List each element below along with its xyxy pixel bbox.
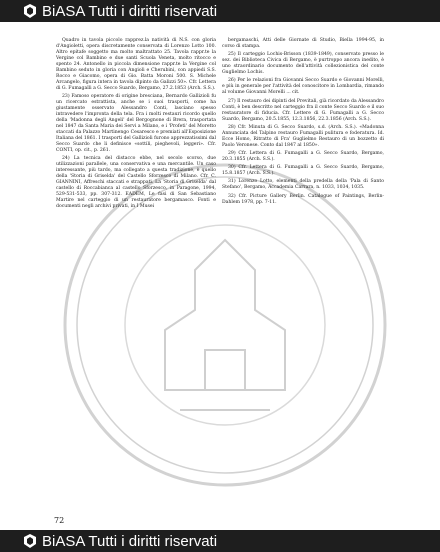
paragraph: 26) Per le relazioni fra Giovanni Secco Suardo e Giovanni Morelli, e più in generale per l'attività del conoscitore in Lombardia, rimando al volume Giovanni Morelli ... cit. [222, 78, 384, 96]
paragraph: 23) Famoso operatore di origine bresciana, Bernardo Gallizioli fu un ricercato estrattista, anche se i suoi trasporti, come ha giustamente osservato Alessandro Conti, lasciano spesso intravedere l'impronta della tela. Fra i molti restauri ricordo quello della 'Madonna degli Angeli' del Bergognone di Brera, trasportata nel 1847 da Santa Maria dei Servi a Milano, e i 'Profeti' del Moretto staccati da Palazzo Martinengo Cesaresco e premiati all'Esposizione Italiana del 1861. I trasporti del Gallizioli furono apprezzatissimi dal Secco Suardo che li definisce «sottili, pieghevoli, leggeri». Cfr. CONTI, op. cit., p. 261. [56, 94, 216, 154]
paragraph: 28) Cfr. Minuta di G. Secco Suardo, s.d. (Arch. S.S.). «Madonna Annunciata del Talpino restauro Fumagalli pulitura e foderatura. Id. Ecce Homo, Ritratto di Fra' Guglielmo Restauro di un bozzetto di Paolo Veronese. Conto dal 1847 al 1850». [222, 124, 384, 148]
banner-text: BiASA Tutti i diritti riservati [42, 532, 218, 550]
paragraph: 29) Cfr. Lettera di G. Fumagalli a G. Secco Suardo, Bergamo, 20.3.1855 (Arch. S.S.). [222, 150, 384, 162]
biasa-logo-icon [24, 534, 36, 548]
paragraph: 25) Il carteggio Lochis-Brisson (1839-1849), conservato presso le sez. dei Biblioteca Civica di Bergamo, è purtroppo ancora inedito, è uno straordinario documento dell'attività collezionistica del conte Guglielmo Lochis. [222, 52, 384, 76]
paragraph: 27) Il restauro dei dipinti del Previtali, già ricordato da Alessandro Conti, è ben descritto nel carteggio fra il conte Secco Suardo e il suo restauratore di fiducia. Cfr. Lettere di G. Fumagalli a G. Secco Suardo, Bergamo, 20.5.1855, 12.3.1856, 22.3.1856 (Arch. S.S.). [222, 98, 384, 122]
paragraph: 32) Cfr. Picture Gallery Berlin. Catalogue of Paintings, Berlin-Dahlem 1978, pp. 7-11. [222, 193, 384, 205]
banner-text: BiASA Tutti i diritti riservati [42, 2, 218, 20]
paragraph: Quadro in tavola piccolo rapprez.la natività di N.S. con gloria d'Angioletti, opera discretamente conservata di Lorenzo Lotto 100. Altro epitafe soggetto ma molto maltrattato 25. Tavola rappr.te la Vergine col Bambino e due santi Scuola Veneta, molto ritocco e spento 24. Antonello in piccola dimensione rappr.te la Vergine col Bambino seduto in gloria con Angioli e Cherubini, con appiedi S.S. Rocco e Giacomo, opera di Gio. Batta Moroni 500. S. Michele Arcangelo, figura intera in tavola dipinto da Galizzi 50». Cfr. Lettera di G. Fumagalli a G. Secco Suardo, Bergamo, 27.2.1853 (Arch. S.S.). [56, 38, 216, 91]
bottom-banner [0, 530, 440, 552]
right-column [222, 38, 384, 208]
paragraph: bergamaschi, Atti delle Giornate di Studio, Biella 1994-95, in corso di stampa. [222, 38, 384, 49]
paragraph: 24) La tecnica del distacco ebbe, nel secolo scorso, due utilizzazioni parallele, una conservativa e una mercantile. Un caso interessante, più tardo, ma collegato a questa tradizione, è quello della 'Storia di Griselda' del Castello Sforzesco di Milano. Cfr. C. GIANNINI, Affreschi staccati e strappati. La 'Storia di Griselda' dal castello di Roccabianca al castello Sforzesco, in Paragone, 1994, 529-531-533, pp. 307-312. EADEM, Le fasi di San Sebastiano Martire nel carteggio di un restauratore bergamasco. Fonti e documenti negli archivi privati, in I Musei [56, 156, 216, 210]
paragraph: 30) Cfr. Lettera di G. Fumagalli a G. Secco Suardo, Bergamo, 15.8.1857 (Arch. S.S.). [222, 165, 384, 177]
paragraph: 31) Lorenzo Lotto, elementi della predella della 'Pala di Santo Stefano', Bergamo, Accademia Carrara, n. 1033, 1034, 1035. [222, 179, 384, 191]
left-column [56, 38, 216, 213]
page-number: 72 [54, 516, 65, 525]
top-banner [0, 0, 440, 22]
biasa-logo-icon [24, 4, 36, 18]
